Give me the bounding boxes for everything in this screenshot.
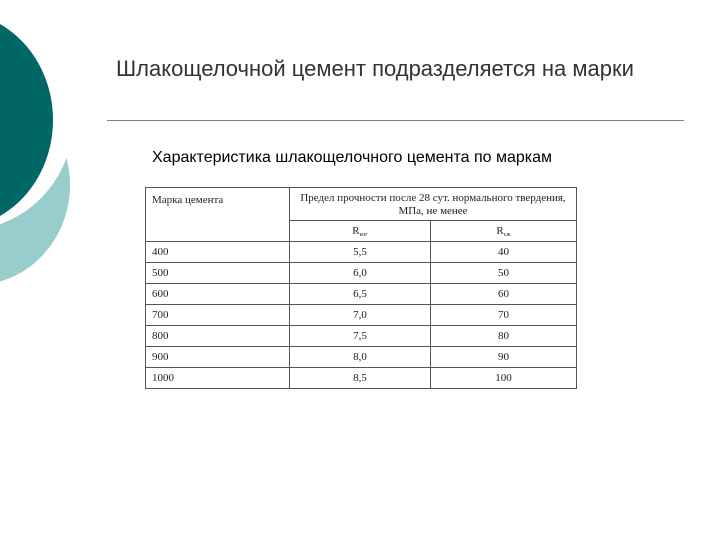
cell-bend: 6,0 [290, 263, 431, 284]
cell-grade: 1000 [146, 368, 290, 389]
cell-grade: 900 [146, 347, 290, 368]
table-row [146, 347, 577, 368]
table-header-row [146, 188, 577, 221]
cell-compress: 50 [431, 263, 577, 284]
cell-grade: 500 [146, 263, 290, 284]
cell-bend: 6,5 [290, 284, 431, 305]
cell-grade: 700 [146, 305, 290, 326]
title-divider [107, 120, 684, 121]
header-grade: Марка цемента [146, 188, 290, 242]
compress-symbol: R [496, 224, 504, 237]
compress-subscript: сж [503, 231, 511, 238]
table-row [146, 284, 577, 305]
bend-symbol: R [352, 224, 360, 237]
cell-bend: 8,0 [290, 347, 431, 368]
cell-grade: 800 [146, 326, 290, 347]
cell-grade: 400 [146, 242, 290, 263]
cell-compress: 40 [431, 242, 577, 263]
cell-bend: 7,0 [290, 305, 431, 326]
cell-bend: 7,5 [290, 326, 431, 347]
table-row [146, 305, 577, 326]
table-row [146, 368, 577, 389]
subheader-compress [431, 221, 577, 242]
cell-compress: 100 [431, 368, 577, 389]
slide-title: Шлакощелочной цемент подразделяется на марки [116, 56, 634, 81]
cell-compress: 90 [431, 347, 577, 368]
table-row [146, 242, 577, 263]
table-caption: Характеристика шлакощелочного цемента по маркам [152, 149, 553, 166]
cell-bend: 8,5 [290, 368, 431, 389]
header-strength: Предел прочности после 28 сут. нормального твердения, МПа, не менее [290, 188, 577, 221]
cell-compress: 60 [431, 284, 577, 305]
bend-subscript: изг [359, 231, 368, 238]
cell-compress: 80 [431, 326, 577, 347]
cell-bend: 5,5 [290, 242, 431, 263]
cell-compress: 70 [431, 305, 577, 326]
corner-decoration [0, 0, 110, 300]
subheader-bend [290, 221, 431, 242]
table-row [146, 263, 577, 284]
cement-grades-table [145, 187, 577, 389]
table-row [146, 326, 577, 347]
cell-grade: 600 [146, 284, 290, 305]
